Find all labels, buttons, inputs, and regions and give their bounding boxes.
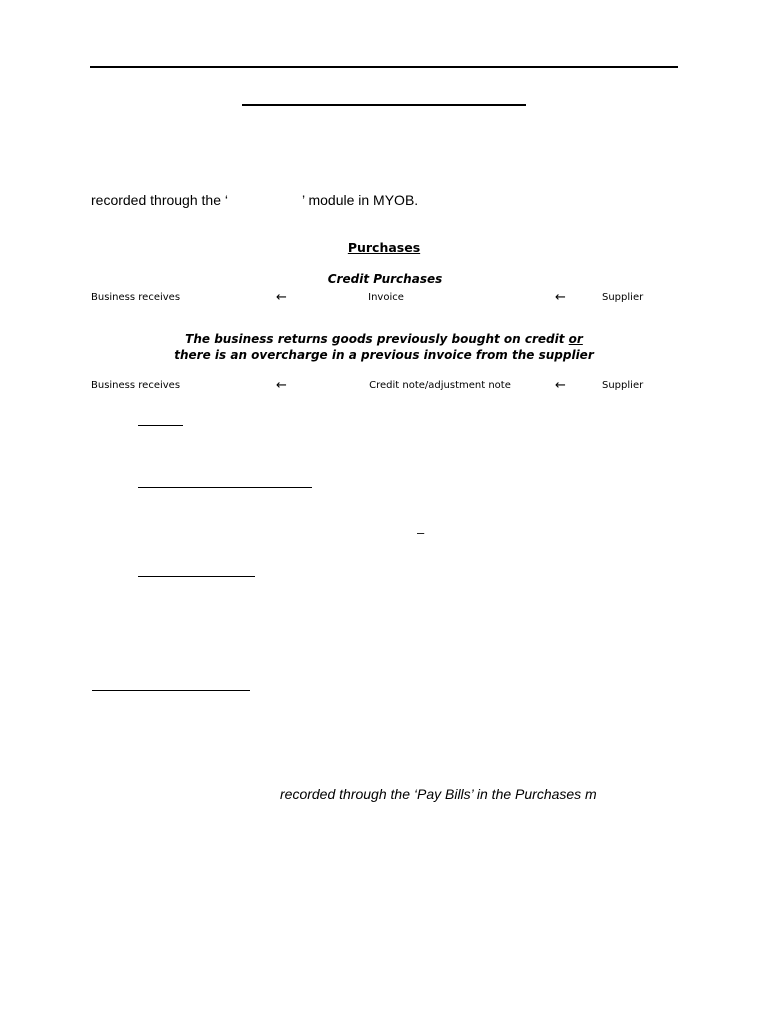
pay-bills-sentence: recorded through the ‘Pay Bills’ in the Purchases m: [280, 786, 597, 802]
returns-note-line1: The business returns goods previously bought on credit or: [185, 332, 583, 346]
credit-row-invoice: Invoice: [368, 292, 404, 303]
credit-row-supplier: Supplier: [602, 292, 644, 303]
blank-line-4: [92, 690, 250, 691]
credit-row-arrow-1: ←: [276, 290, 287, 305]
credit-note-row-business: Business receives: [91, 380, 181, 391]
intro-sentence: [91, 192, 418, 208]
credit-note-row-arrow-2: ←: [555, 378, 566, 393]
credit-row-arrow-2: ←: [555, 290, 566, 305]
credit-note-row-supplier: Supplier: [602, 380, 644, 391]
credit-note-row-arrow-1: ←: [276, 378, 287, 393]
intro-after: ’ module in MYOB.: [301, 192, 419, 208]
dash-mark: –: [417, 525, 425, 540]
credit-note-row-middle: Credit note/adjustment note: [369, 380, 511, 391]
credit-purchases-title: Credit Purchases: [327, 272, 443, 286]
purchases-heading: Purchases: [347, 240, 421, 255]
blank-line-1: [138, 425, 183, 426]
intro-before: recorded through the ‘: [91, 192, 228, 208]
returns-note-or: or: [568, 332, 583, 346]
returns-note-line2: there is an overcharge in a previous invoice from the supplier: [174, 348, 594, 362]
title-underline: [242, 104, 526, 106]
blank-line-2: [138, 487, 312, 488]
credit-row-business: Business receives: [91, 292, 181, 303]
returns-note: [174, 331, 593, 363]
header-rule: [90, 66, 678, 68]
blank-line-3: [138, 576, 255, 577]
